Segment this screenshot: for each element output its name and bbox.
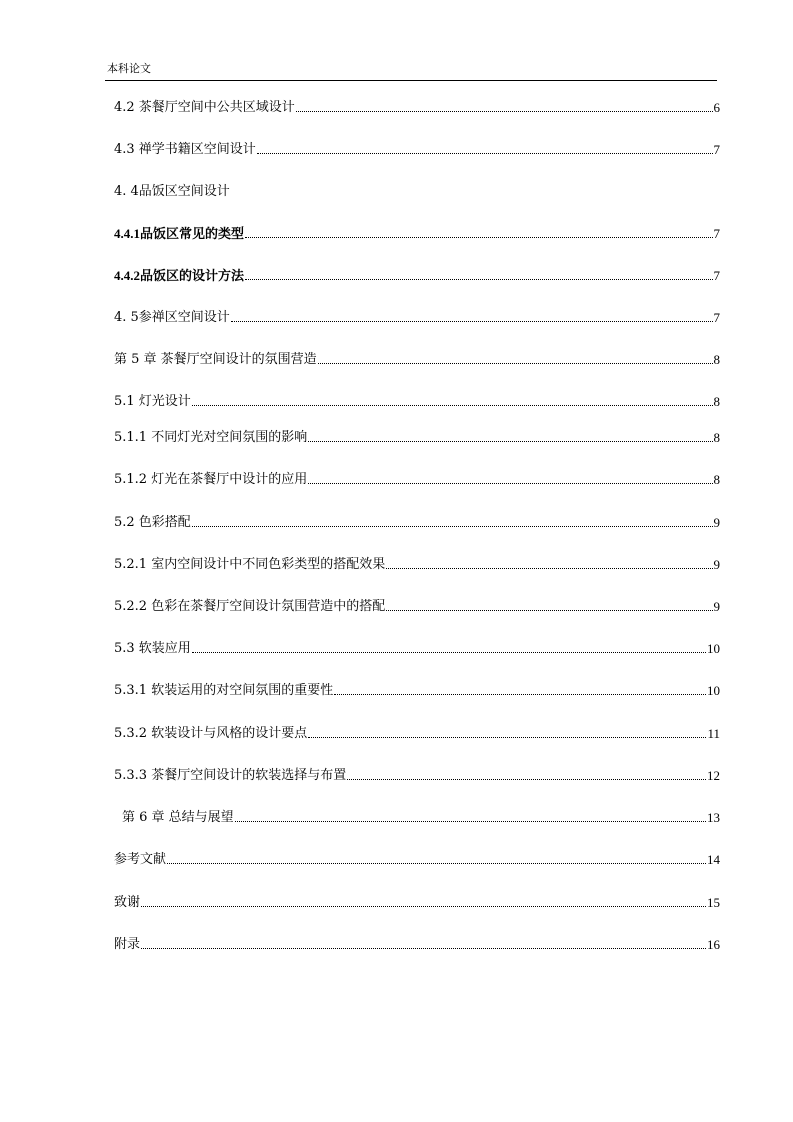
toc-page-number: 13 [707, 810, 720, 825]
toc-entry-title: 4.2 茶餐厅空间中公共区域设计 [114, 100, 295, 115]
toc-entry-title: 5.1.1 不同灯光对空间氛围的影响 [114, 430, 308, 445]
toc-page-number: 9 [713, 599, 720, 614]
toc-page-number: 12 [707, 768, 720, 783]
toc-entry-chapter-6[interactable] [122, 806, 720, 826]
toc-entry-title: 4. 5参禅区空间设计 [114, 310, 230, 325]
header-rule [105, 80, 717, 81]
running-header: 本科论文 [107, 62, 151, 75]
toc-entry-5-1[interactable] [114, 390, 720, 410]
toc-leader [192, 526, 713, 527]
toc-page-number: 8 [713, 472, 720, 487]
toc-leader [141, 948, 706, 949]
toc-leader [308, 441, 712, 442]
toc-leader [318, 363, 713, 364]
toc-leader [245, 279, 712, 280]
toc-entry-4-2[interactable] [114, 96, 720, 116]
toc-leader [245, 237, 712, 238]
toc-entry-title: 附录 [114, 937, 141, 952]
toc-entry-5-1-1[interactable] [114, 426, 720, 446]
toc-entry-references[interactable] [114, 848, 720, 868]
toc-leader [347, 779, 706, 780]
toc-entry-title: 5.2.2 色彩在茶餐厅空间设计氛围营造中的搭配 [114, 599, 386, 614]
toc-leader [386, 610, 712, 611]
toc-leader [296, 111, 713, 112]
toc-page-number: 11 [707, 726, 720, 741]
toc-page-number: 14 [707, 852, 720, 867]
toc-entry-5-2-1[interactable] [114, 553, 720, 573]
toc-page-number: 7 [713, 226, 720, 241]
toc-leader [192, 405, 713, 406]
toc-page-number: 10 [707, 683, 720, 698]
toc-entry-title: 5.2 色彩搭配 [114, 515, 191, 530]
toc-entry-title: 5.3.2 软装设计与风格的设计要点 [114, 726, 308, 741]
toc-entry-5-3-1[interactable] [114, 679, 720, 699]
toc-leader [334, 694, 706, 695]
toc-entry-title: 5.3.1 软装运用的对空间氛围的重要性 [114, 683, 334, 698]
toc-page-number: 6 [713, 100, 720, 115]
toc-leader [192, 652, 706, 653]
toc-entry-title: 4. 4品饭区空间设计 [114, 184, 230, 199]
toc-page-number: 8 [713, 352, 720, 367]
toc-entry-appendix[interactable] [114, 933, 720, 953]
toc-leader [167, 863, 706, 864]
toc-entry-title: 5.2.1 室内空间设计中不同色彩类型的搭配效果 [114, 557, 386, 572]
toc-entry-chapter-5[interactable] [114, 348, 720, 368]
toc-leader [308, 483, 712, 484]
toc-entry-5-2[interactable] [114, 511, 720, 531]
toc-entry-4-3[interactable] [114, 138, 720, 158]
toc-page-number: 8 [713, 430, 720, 445]
toc-entry-4-4[interactable] [114, 180, 720, 200]
toc-leader [231, 321, 713, 322]
toc-leader [386, 568, 712, 569]
toc-entry-acknowledgements[interactable] [114, 891, 720, 911]
toc-page-number: 7 [713, 268, 720, 283]
toc-leader [257, 153, 713, 154]
toc-entry-title: 4.4.1品饭区常见的类型 [114, 226, 245, 241]
toc-entry-title: 5.1 灯光设计 [114, 394, 191, 409]
toc-entry-4-4-1[interactable] [114, 222, 720, 242]
toc-page-number: 7 [713, 142, 720, 157]
toc-page-number: 9 [713, 515, 720, 530]
toc-page-number: 8 [713, 394, 720, 409]
toc-page-number: 9 [713, 557, 720, 572]
toc-entry-title: 4.3 禅学书籍区空间设计 [114, 142, 256, 157]
toc-entry-title: 4.4.2品饭区的设计方法 [114, 268, 245, 283]
toc-entry-5-3[interactable] [114, 637, 720, 657]
toc-entry-title: 参考文献 [114, 852, 167, 867]
toc-entry-5-3-2[interactable] [114, 722, 720, 742]
toc-leader [235, 821, 706, 822]
toc-leader [308, 737, 706, 738]
toc-entry-title: 5.3.3 茶餐厅空间设计的软装选择与布置 [114, 768, 347, 783]
toc-leader [141, 906, 706, 907]
toc-page-number: 7 [713, 310, 720, 325]
toc-entry-title: 第 5 章 茶餐厅空间设计的氛围营造 [114, 352, 317, 367]
toc-entry-5-1-2[interactable] [114, 468, 720, 488]
toc-entry-5-2-2[interactable] [114, 595, 720, 615]
toc-page-number: 16 [707, 937, 720, 952]
toc-entry-4-5[interactable] [114, 306, 720, 326]
toc-entry-title: 5.1.2 灯光在茶餐厅中设计的应用 [114, 472, 308, 487]
toc-entry-title: 第 6 章 总结与展望 [122, 810, 234, 825]
toc-page-number: 10 [707, 641, 720, 656]
toc-entry-title: 致谢 [114, 895, 141, 910]
toc-entry-4-4-2[interactable] [114, 264, 720, 284]
toc-entry-5-3-3[interactable] [114, 764, 720, 784]
toc-entry-title: 5.3 软装应用 [114, 641, 191, 656]
toc-page-number: 15 [707, 895, 720, 910]
